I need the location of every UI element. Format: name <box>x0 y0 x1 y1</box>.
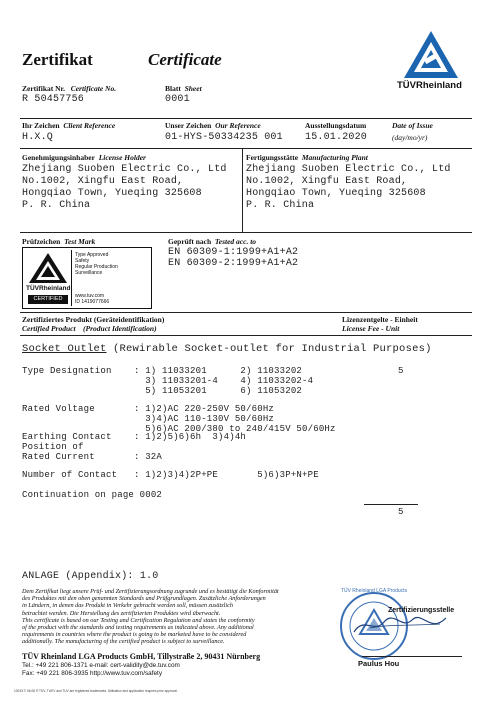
sheet-number: 0001 <box>165 94 190 105</box>
cert-no: R 50457756 <box>22 94 85 105</box>
voltage-line: : 1)2)AC 220-250V 50/60Hz <box>134 404 275 414</box>
our-ref: 01-HYS-50334235 001 <box>165 132 283 143</box>
current-label: Rated Current <box>22 452 95 462</box>
type-line: : 1) 11033201 2) 11033202 <box>134 366 303 376</box>
test-mark-box <box>22 247 152 309</box>
divider-vertical <box>242 148 243 232</box>
fee-label: Lizenzentgelte - Einheit <box>342 315 418 324</box>
holder-label: Genehmigungsinhaber License Holder <box>22 153 146 162</box>
tuv-triangle-icon <box>400 28 462 80</box>
issue-date: 15.01.2020 <box>305 132 368 143</box>
plant-line: P. R. China <box>246 200 315 211</box>
our-ref-label: Unser Zeichen Our Reference <box>165 121 261 130</box>
client-ref: H.X.Q <box>22 132 54 143</box>
cert-no-label: Zertifikat Nr. Certificate No. <box>22 84 117 93</box>
divider <box>20 232 472 233</box>
title-en: Certificate <box>148 50 222 69</box>
certification-stamp: TÜV Rheinland LGA Products <box>338 590 410 662</box>
date-label: Ausstellungsdatum <box>305 121 367 130</box>
mark-text: Type Approved Safety Regular Production Surveillance <box>75 252 118 276</box>
tuv-mark-triangle-icon <box>25 250 71 286</box>
product-label: Zertifiziertes Produkt (Geräteidentifikation) <box>22 315 165 324</box>
certified-badge: CERTIFIED <box>28 295 68 304</box>
continuation-note: Continuation on page 0002 <box>22 490 163 500</box>
holder-line: P. R. China <box>22 200 91 211</box>
type-label: Type Designation <box>22 366 112 376</box>
type-line: 3) 11033201-4 4) 11033202-4 <box>134 376 314 386</box>
type-line: 5) 11053201 6) 11053202 <box>134 386 303 396</box>
fee-label-en: License Fee - Unit <box>342 324 400 333</box>
signature-line <box>362 656 462 657</box>
standard: EN 60309-2:1999+A1+A2 <box>168 258 299 269</box>
mark-emblem: TÜVRheinland CERTIFIED <box>25 250 72 306</box>
date-format: (day/mo/yr) <box>392 133 428 142</box>
earthing-label: Position of <box>22 442 84 452</box>
current-value: : 32A <box>134 452 163 462</box>
divider <box>20 148 472 149</box>
product-label-en: Certified Product (Product Identification) <box>22 324 157 333</box>
holder-line: No.1002, Xingfu East Road, <box>22 176 184 187</box>
signature-icon <box>350 612 460 638</box>
tiny-print: 10033 © 06.08 ® TÜV, TUEV and TUV are registered trademarks. Utilisation and application requires prior approval. <box>14 689 178 693</box>
contacts-label: Number of Contact <box>22 470 118 480</box>
voltage-line: 3)4)AC 110-130V 50/60Hz <box>134 414 275 424</box>
tuv-logo <box>397 28 462 91</box>
appendix: ANLAGE (Appendix): 1.0 <box>22 571 159 582</box>
contacts-value: : 1)2)3)4)2P+PE 5)6)3P+N+PE <box>134 470 319 480</box>
voltage-label: Rated Voltage <box>22 404 95 414</box>
signer-name: Paulus Hou <box>358 659 400 668</box>
voltage-line: 5)6)AC 200/380 to 240/415V 50/60Hz <box>134 424 336 434</box>
contact-line: Fax: +49 221 806-3935 http://www.tuv.com/safety <box>22 670 163 677</box>
plant-line: Hongqiao Town, Yueqing 325608 <box>246 188 426 199</box>
client-ref-label: Ihr Zeichen Client Reference <box>22 121 116 130</box>
tested-label: Geprüft nach Tested acc. to <box>168 237 257 246</box>
title-de: Zertifikat <box>22 50 93 69</box>
plant-line: No.1002, Xingfu East Road, <box>246 176 408 187</box>
date-label-en: Date of Issue <box>392 121 433 130</box>
holder-line: Hongqiao Town, Yueqing 325608 <box>22 188 202 199</box>
earthing-value: : 1)2)5)6)6h 3)4)4h <box>134 432 247 442</box>
standard: EN 60309-1:1999+A1+A2 <box>168 247 299 258</box>
total-line <box>364 504 418 505</box>
holder-line: Zhejiang Suoben Electric Co., Ltd <box>22 164 227 175</box>
contact-line: Tel.: +49 221 806-1371 e-mail: cert-validity@de.tuv.com <box>22 662 180 669</box>
company-address: TÜV Rheinland LGA Products GmbH, Tillystraße 2, 90431 Nürnberg <box>22 652 261 661</box>
fee-total: 5 <box>398 507 404 517</box>
product-title: Socket Outlet (Rewirable Socket-outlet for Industrial Purposes) <box>22 343 432 355</box>
sheet-label: Blatt Sheet <box>165 84 202 93</box>
logo-text: TÜVRheinland <box>397 80 462 91</box>
fee-value: 5 <box>398 366 404 376</box>
plant-line: Zhejiang Suoben Electric Co., Ltd <box>246 164 451 175</box>
sign-label: Zertifizierungsstelle <box>388 607 455 614</box>
mark-id: www.tuv.com ID 1419077666 <box>75 293 110 305</box>
legal-text: Dem Zertifikat liegt unsere Prüf- und Zertifizierungsordnung zugrunde und es bestätigt die Konformität des Produktes mit den oben genannten Standards und Prüfgrundlagen. Zusätzliche Anforderungen in Ländern, in denen das Produkt in Verkehr gebracht werden soll, müssen zusätzlich betrachtet werden. Die Herstellung des zertifizierten Produktes wird überwacht. This certificate is based on our Testing and Certification Regulation and states the conformity of the product with the standards and testing requirements as indicated above. Any additional requirements in countries where the product is going to be marketed have to be considered additionally. The manufacturing of the certified product is subject to surveillance. <box>22 588 279 646</box>
divider <box>20 335 472 336</box>
test-mark-label: Prüfzeichen Test Mark <box>22 237 96 246</box>
divider <box>20 118 472 119</box>
divider <box>20 312 472 313</box>
earthing-label: Earthing Contact <box>22 432 112 442</box>
plant-label: Fertigungsstätte Manufacturing Plant <box>246 153 368 162</box>
